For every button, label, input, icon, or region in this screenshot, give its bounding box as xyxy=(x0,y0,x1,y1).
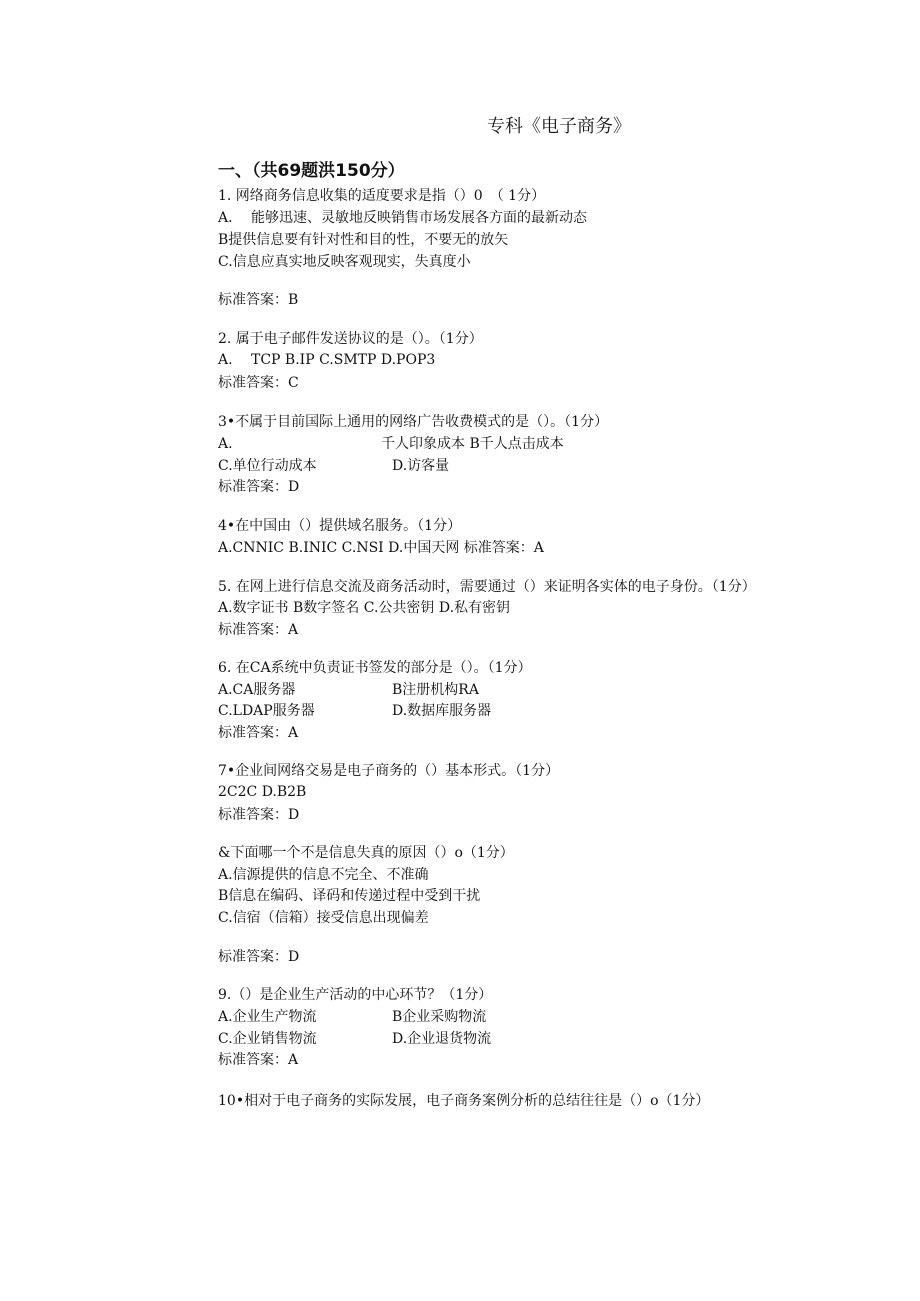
question-3-option-c: C.单位行动成本 xyxy=(218,458,317,474)
question-3-option-a-label: A. xyxy=(218,436,233,452)
question-6-stem: 6. 在CA系统中负责证书签发的部分是（）。（1分） xyxy=(218,660,532,676)
question-1-option-a: A. 能够迅速、灵敏地反映销售市场发展各方面的最新动态 xyxy=(218,210,588,226)
question-5-options: A.数字证书 B数字签名 C.公共密钥 D.私有密钥 xyxy=(218,600,511,616)
question-7-answer: 标准答案：D xyxy=(218,807,300,823)
question-3-answer: 标准答案：D xyxy=(218,479,300,495)
question-7-stem: 7•企业间网络交易是电子商务的（）基本形式。（1分） xyxy=(218,763,560,779)
question-3-option-d: D.访客量 xyxy=(392,458,450,474)
question-8-option-b: B信息在编码、译码和传递过程中受到干扰 xyxy=(218,888,481,904)
question-1-option-b: B提供信息要有针对性和目的性，不要无的放矢 xyxy=(218,232,509,248)
question-9-answer: 标准答案：A xyxy=(218,1052,299,1068)
question-8-stem: &下面哪一个不是信息失真的原因（）o（1分） xyxy=(218,845,514,861)
question-1-stem: 1. 网络商务信息收集的适度要求是指（）0 （ 1分） xyxy=(218,188,546,204)
question-1-option-c: C.信息应真实地反映客观现实，失真度小 xyxy=(218,254,471,270)
question-6-option-d: D.数据库服务器 xyxy=(392,703,492,719)
question-10-stem: 10•相对于电子商务的实际发展，电子商务案例分析的总结往往是（）o（1分） xyxy=(218,1093,710,1109)
question-6-option-c: C.LDAP服务器 xyxy=(218,703,315,719)
question-8-option-a: A.信源提供的信息不完全、不准确 xyxy=(218,867,429,883)
question-9-option-d: D.企业退货物流 xyxy=(392,1031,492,1047)
question-7-options: 2C2C D.B2B xyxy=(218,784,307,800)
question-3-stem: 3•不属于目前国际上通用的网络广告收费模式的是（）。（1分） xyxy=(218,414,609,430)
question-5-answer: 标准答案：A xyxy=(218,622,299,638)
document-title: 专科《电子商务》 xyxy=(487,116,631,137)
question-8-answer: 标准答案：D xyxy=(218,949,300,965)
question-2-options: A. TCP B.IP C.SMTP D.POP3 xyxy=(218,352,436,368)
question-2-answer: 标准答案：C xyxy=(218,375,299,391)
question-6-answer: 标准答案：A xyxy=(218,725,299,741)
section-heading: 一、（共69题洪150分） xyxy=(218,161,405,181)
question-4-options: A.CNNIC B.INIC C.NSI D.中国天网 标准答案：A xyxy=(218,540,544,556)
question-2-stem: 2. 属于电子邮件发送协议的是（）。（1分） xyxy=(218,331,483,347)
question-1-answer: 标准答案：B xyxy=(218,292,299,308)
question-6-option-b: B注册机构RA xyxy=(392,682,479,698)
question-8-option-c: C.信宿（信箱）接受信息出现偏差 xyxy=(218,910,429,926)
question-9-stem: 9.（）是企业生产活动的中心环节？（1分） xyxy=(218,987,493,1003)
question-9-option-c: C.企业销售物流 xyxy=(218,1031,317,1047)
question-4-stem: 4•在中国由（）提供域名服务。（1分） xyxy=(218,518,462,534)
question-9-option-b: B企业采购物流 xyxy=(392,1009,487,1025)
question-5-stem: 5. 在网上进行信息交流及商务活动时，需要通过（）来证明各实体的电子身份。（1分） xyxy=(218,579,756,595)
question-6-option-a: A.CA服务器 xyxy=(218,682,296,698)
question-9-option-a: A.企业生产物流 xyxy=(218,1009,317,1025)
question-3-options-ab: 千人印象成本 B千人点击成本 xyxy=(381,436,564,452)
